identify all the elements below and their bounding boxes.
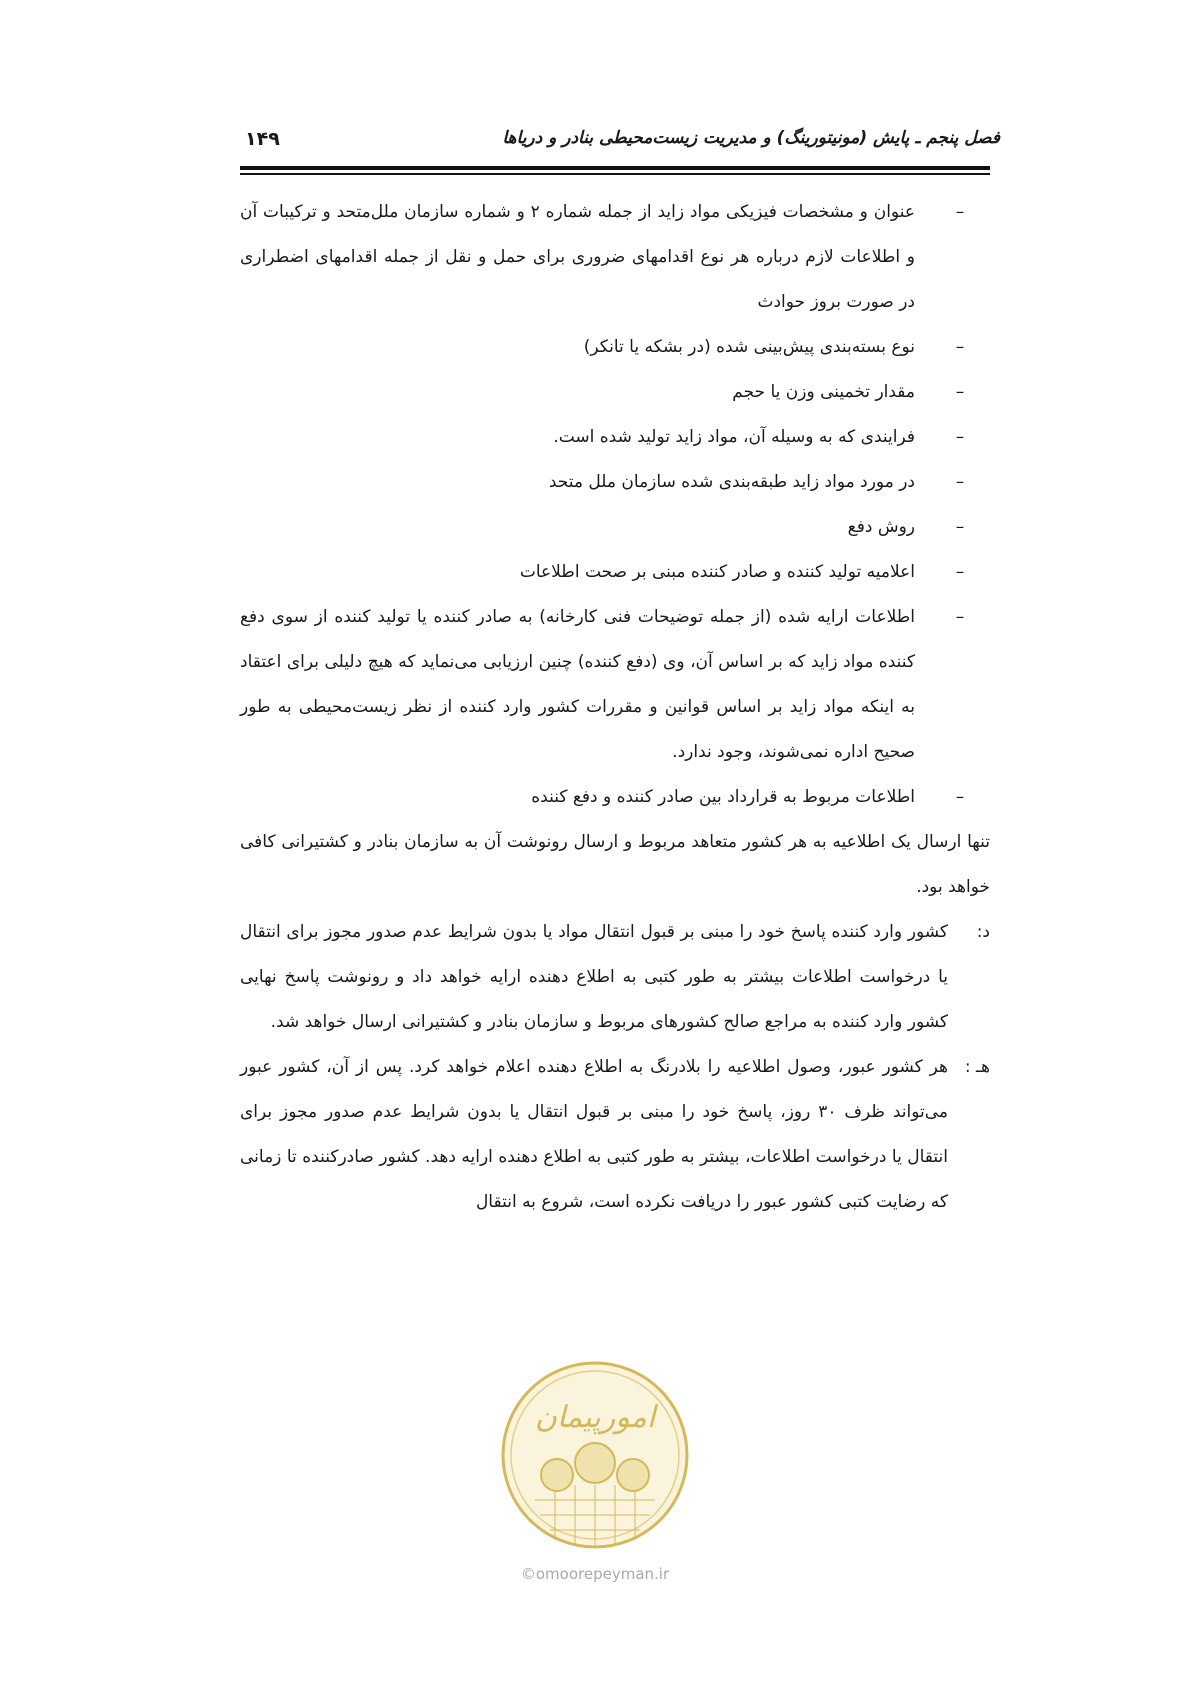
item-d-letter: د:	[976, 922, 990, 942]
bullet-list	[240, 190, 990, 820]
watermark-site	[495, 1565, 695, 1583]
watermark-logo-text: امورپیمان	[534, 1400, 656, 1435]
body-text	[240, 190, 990, 1225]
list-item-text: روش دفع	[847, 517, 915, 537]
list-item	[240, 460, 990, 505]
item-h-text: هر کشور عبور، وصول اطلاعیه را بلادرنگ به اطلاع دهنده اعلام خواهد کرد. پس از آن، کشور عبور می‌تواند ظرف ۳۰ روز، پاسخ خود را مبنی بر قبول انتقال یا بدون شرایط عدم صدور مجوز برای انتقال یا درخواست اطلاعات، بیشتر به طور کتبی به اطلاع دهنده ارایه دهد. کشور صادرکننده تا زمانی که رضایت کتبی کشور عبور را دریافت نکرده است، شروع به انتقال	[240, 1057, 949, 1212]
dash-marker: –	[955, 472, 965, 492]
list-item-text: فرایندی که به وسیله آن، مواد زاید تولید شده است.	[553, 427, 915, 447]
dash-marker: –	[955, 787, 965, 807]
header-rule-thick	[240, 166, 990, 170]
list-item-text: در مورد مواد زاید طبقه‌بندی شده سازمان ملل متحد	[548, 472, 915, 492]
list-item	[240, 325, 990, 370]
copyright-icon: ©	[520, 1565, 536, 1583]
dash-marker: –	[955, 562, 965, 582]
chapter-header-title: فصل پنجم ـ پایش (مونیتورینگ) و مدیریت زیست‌محیطی بنادر و دریاها	[502, 128, 1000, 148]
gear-icon	[575, 1443, 615, 1483]
dash-marker: –	[955, 427, 965, 447]
list-item-text: مقدار تخمینی وزن یا حجم	[732, 382, 915, 402]
list-item-text: اطلاعات مربوط به قرارداد بین صادر کننده و دفع کننده	[531, 787, 915, 807]
item-d-text: کشور وارد کننده پاسخ خود را مبنی بر قبول انتقال مواد یا بدون شرایط عدم صدور مجوز برای انتقال یا درخواست اطلاعات بیشتر به طور کتبی به اطلاع دهنده ارایه خواهد داد و رونوشت پاسخ نهایی کشور وارد کننده به مراجع صالح کشورهای مربوط و سازمان بنادر و کشتیرانی ارسال خواهد شد.	[240, 922, 948, 1032]
item-h-letter: هـ :	[964, 1057, 990, 1077]
dash-marker: –	[955, 337, 965, 357]
list-item-text: اطلاعات ارایه شده (از جمله توضیحات فنی کارخانه) به صادر کننده یا تولید کننده از سوی دفع کننده مواد زاید که بر اساس آن، وی (دفع کننده) چنین ارزیابی می‌نماید که هیچ دلیلی برای اعتقاد به اینکه مواد زاید بر اساس قوانین و مقررات کشور وارد کننده از نظر زیست‌محیطی به طور صحیح اداره نمی‌شوند، وجود ندارد.	[240, 607, 915, 762]
gear-icon	[541, 1459, 573, 1491]
list-item-text: اعلامیه تولید کننده و صادر کننده مبنی بر صحت اطلاعات	[519, 562, 915, 582]
dash-marker: –	[955, 382, 965, 402]
dash-marker: –	[955, 607, 965, 627]
list-item-text: نوع بسته‌بندی پیش‌بینی شده (در بشکه یا تانکر)	[583, 337, 915, 357]
list-item	[240, 595, 990, 775]
list-item-text: عنوان و مشخصات فیزیکی مواد زاید از جمله شماره ۲ و شماره سازمان ملل‌متحد و ترکیبات آن و اطلاعات لازم درباره هر نوع اقدامهای ضروری برای حمل و نقل از جمله اقدامهای اضطراری در صورت بروز حوادث	[240, 202, 915, 312]
watermark-site-text: omoorepeyman.ir	[535, 1565, 670, 1583]
summary-paragraph: تنها ارسال یک اطلاعیه به هر کشور متعاهد مربوط و ارسال رونوشت آن به سازمان بنادر و کشتیرانی کافی خواهد بود.	[240, 832, 990, 897]
item-h	[240, 1045, 990, 1225]
list-item	[240, 775, 990, 820]
page-number: ۱۴۹	[245, 128, 280, 150]
dash-marker: –	[955, 202, 965, 222]
dash-marker: –	[955, 517, 965, 537]
list-item	[240, 370, 990, 415]
list-item	[240, 415, 990, 460]
list-item	[240, 190, 990, 325]
watermark-logo	[495, 1355, 695, 1555]
list-item	[240, 505, 990, 550]
list-item	[240, 550, 990, 595]
header-rule-thin	[240, 173, 990, 175]
gear-icon	[617, 1459, 649, 1491]
item-d	[240, 910, 990, 1045]
